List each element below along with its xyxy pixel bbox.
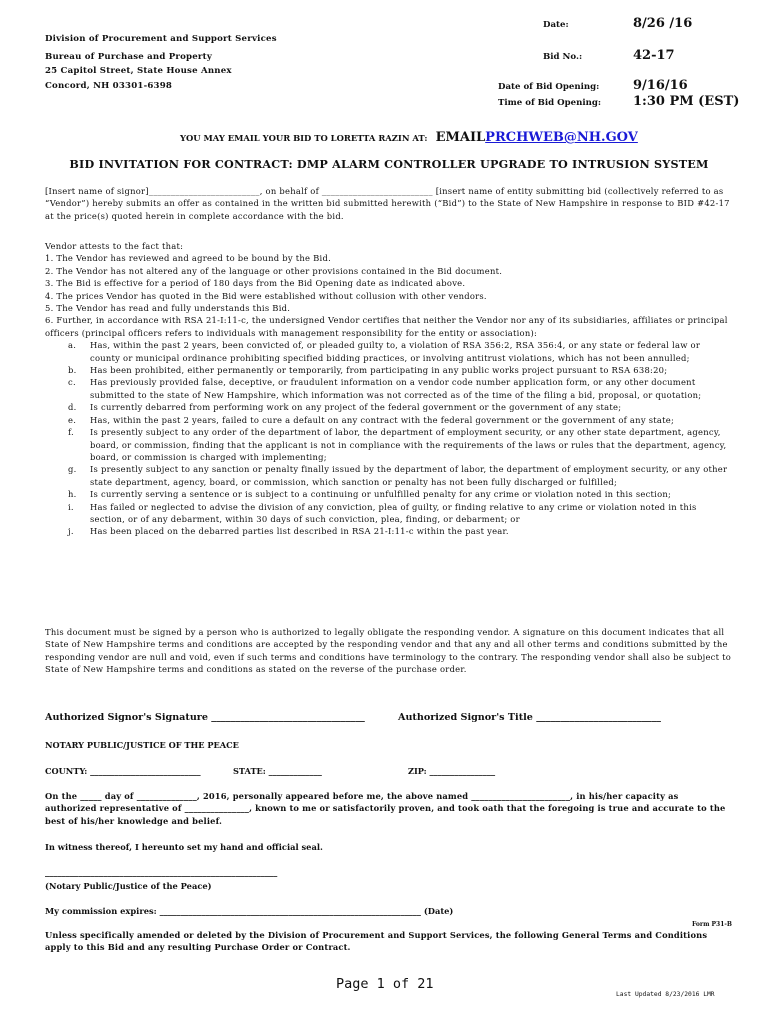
sub-item-h: h. Is currently serving a sentence or is subject to a continuing or unfulfilled penalty for any crime or violation noted in this section; (68, 489, 672, 500)
email-link[interactable]: PRCHWEB@NH.GOV (485, 130, 638, 145)
opening-date-value: 9/16/16 (633, 78, 688, 93)
attestations (45, 240, 733, 538)
org-bureau: Bureau of Purchase and Property (45, 52, 213, 62)
org-street: 25 Capitol Street, State House Annex (45, 66, 232, 76)
page-title: BID INVITATION FOR CONTRACT: DMP ALARM CONTROLLER UPGRADE TO INTRUSION SYSTEM (69, 157, 709, 171)
list-item: 3. The Bid is effective for a period of 180 days from the Bid Opening date as indicated above. (45, 278, 466, 289)
bid-no-label: Bid No.: (543, 52, 583, 62)
signor-signature-field[interactable]: Authorized Signor's Signature ________________________________ (45, 712, 365, 723)
attests-heading: Vendor attests to the fact that: (45, 241, 184, 251)
sub-item-b: b. Has been prohibited, either permanently or temporarily, from participating in any public works project pursuant to RSA 638:20; (68, 365, 668, 376)
notary-caption: (Notary Public/Justice of the Peace) (45, 881, 212, 891)
county-field[interactable]: COUNTY: ___________________________ (45, 766, 201, 776)
list-item: 6. Further, in accordance with RSA 21-I:11-c, the undersigned Vendor certifies that neither the Vendor nor any of its subsidiaries, affiliates or principal officers (principal officers refers to individuals with management responsibility for the entity or association): (45, 315, 728, 338)
sub-item-a: a. Has, within the past 2 years, been convicted of, or pleaded guilty to, a violation of RSA 356:2, RSA 356:4, or any state or federal law or county or municipal ordinance prohibiting specified bidding practices, or involving antitrust violations, which has not been annulled; (68, 340, 701, 363)
sub-item-i: i. Has failed or neglected to advise the division of any conviction, plea of guilty, or finding relative to any crime or violation noted in this section, or of any debarment, within 30 days of such conviction, plea, finding, or debarment; or (68, 501, 697, 524)
sub-item-f: f. Is presently subject to any order of the department of labor, the department of employment security, or any other state department, agency, board, or commission, finding that the applicant is not in compliance with the requirements of the laws or rules that the department, agency, board, or commission is charged with implementing; (68, 427, 727, 462)
opening-time-label: Time of Bid Opening: (498, 98, 602, 108)
sub-item-d: d. Is currently debarred from performing work on any project of the federal government or the government of any state; (68, 402, 622, 413)
bid-no-value: 42-17 (633, 48, 675, 63)
org-name: Division of Procurement and Support Services (45, 34, 277, 44)
sub-item-c: c. Has previously provided false, deceptive, or fraudulent information on a vendor code number application form, or any other document submitted to the state of New Hampshire, which information was not corrected as of the time of the filing a bid, proposal, or quotation; (68, 377, 702, 400)
org-city: Concord, NH 03301-6398 (45, 81, 173, 91)
email-prefix: YOU MAY EMAIL YOUR BID TO LORETTA RAZIN AT: (180, 133, 428, 143)
date-value: 8/26 /16 (633, 16, 693, 31)
email-label: EMAIL (435, 130, 486, 145)
commission-expires-field[interactable]: My commission expires: _______________________________________________________________ (Date) (45, 906, 454, 916)
date-label: Date: (543, 20, 569, 30)
sub-item-j: j. Has been placed on the debarred parties list described in RSA 21-I:11-c within the past year. (68, 526, 509, 537)
state-field[interactable]: STATE: _____________ (233, 766, 322, 776)
list-item: 5. The Vendor has read and fully understands this Bid. (45, 303, 291, 314)
page-number: Page 1 of 21 (336, 976, 434, 992)
last-updated: Last Updated 8/23/2016 LMR (616, 991, 715, 998)
signor-title-field[interactable]: Authorized Signor's Title __________________________ (398, 712, 661, 723)
notary-heading: NOTARY PUBLIC/JUSTICE OF THE PEACE (45, 740, 239, 750)
notary-signature-field[interactable]: ________________________________________________________ (45, 867, 278, 877)
list-item: 2. The Vendor has not altered any of the language or other provisions contained in the Bid document. (45, 265, 503, 276)
zip-field[interactable]: ZIP: ________________ (408, 766, 496, 776)
email-line (180, 126, 638, 145)
sub-item-e: e. Has, within the past 2 years, failed to cure a default on any contract with the federal government or the government of any state; (68, 414, 675, 425)
form-number: Form P31-B (692, 921, 732, 928)
opening-date-label: Date of Bid Opening: (498, 82, 600, 92)
oath-paragraph: On the _____ day of ______________, 2016, personally appeared before me, the above named _______________________, in his/her capacity as authorized representative of _______________, known to me or satisfactorily proven, and took oath that the foregoing is true and accurate to the best of his/her knowledge and belief. (45, 791, 726, 826)
signing-paragraph: This document must be signed by a person who is authorized to legally obligate the responding vendor. A signature on this document indicates that all State of New Hampshire terms and conditions are accepted by the responding vendor and that any and all other terms and conditions submitted by the responding vendor are null and void, even if such terms and conditions have terminology to the contrary. The responding vendor shall also be subject to State of New Hampshire terms and conditions as stated on the reverse of the purchase order. (45, 627, 732, 675)
list-item: 4. The prices Vendor has quoted in the Bid were established without collusion with other vendors. (45, 290, 487, 301)
witness-statement: In witness thereof, I hereunto set my hand and official seal. (45, 842, 323, 852)
intro-paragraph: [Insert name of signor]_________________________, on behalf of _________________________ [insert name of entity submitting bid (collectively referred to as “Vendor”) hereby submits an offer as contained in the written bid submitted herewith (“Bid”) to the State of New Hampshire in response to BID #42-17 at the price(s) quoted herein in complete accordance with the bid. (45, 186, 730, 221)
opening-time-value: 1:30 PM (EST) (633, 94, 740, 109)
sub-item-g: g. Is presently subject to any sanction or penalty finally issued by the department of labor, the department of employment security, or any other state department, agency, board, or commission, which sanction or penalty has not been fully discharged or fulfilled; (68, 464, 728, 487)
closing-paragraph: Unless specifically amended or deleted by the Division of Procurement and Support Services, the following General Terms and Conditions apply to this Bid and any resulting Purchase Order or Contract. (45, 930, 708, 953)
list-item: 1. The Vendor has reviewed and agreed to be bound by the Bid. (45, 253, 331, 264)
